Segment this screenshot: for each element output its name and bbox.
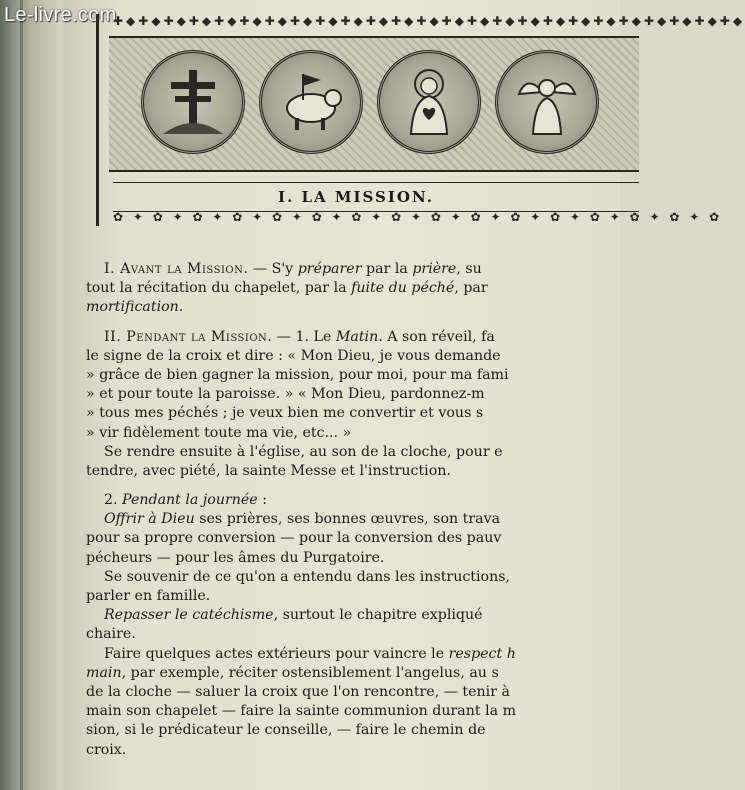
paragraph-pendant-line-8: tendre, avec piété, la sainte Messe et l'instruction. (86, 462, 451, 479)
section-heading-pendant: II. Pendant la Mission. (104, 328, 273, 345)
paragraph-journee-line-6 (86, 606, 646, 625)
ornament-border-bottom: ✿ ✦ ✿ ✦ ✿ ✦ ✿ ✦ ✿ ✦ ✿ ✦ ✿ ✦ ✿ ✦ ✿ ✦ ✿ ✦ ✿ ✦ ✿ ✦ ✿ ✦ ✿ ✦ ✿ ✦ ✿ (113, 210, 723, 224)
italic-span: main (86, 664, 122, 681)
body-text (86, 260, 646, 760)
paragraph-journee-line-3: pécheurs — pour les âmes du Purgatoire. (86, 549, 385, 566)
paragraph-pendant-line-5: » tous mes péchés ; je veux bien me convertir et vous s (86, 405, 484, 422)
text-span: — 1. Le (272, 328, 336, 345)
italic-span: respect h (448, 645, 516, 662)
paragraph-pendant-line-6: » vir fidèlement toute ma vie, etc... » (86, 424, 352, 441)
text-span: , par exemple, réciter ostensiblement l'angelus, au s (121, 664, 499, 681)
text-span: ses prières, ses bonnes œuvres, son trava (194, 511, 501, 528)
book-spine-shadow (0, 0, 62, 790)
paragraph-avant-line-2 (86, 279, 646, 298)
italic-span: préparer (297, 261, 362, 277)
ornamental-header (96, 14, 745, 226)
ornament-border-top: ✚◆✚◆✚◆✚◆✚◆✚◆✚◆✚◆✚◆✚◆✚◆✚◆✚◆✚◆✚◆✚◆✚◆✚◆✚◆✚◆✚◆✚◆✚◆✚◆✚◆ (113, 14, 745, 28)
sacred-heart-icon (377, 50, 481, 154)
paragraph-avant-line-1 (86, 260, 646, 279)
paragraph-journee-line-7: chaire. (86, 626, 136, 643)
italic-span: mortification. (86, 299, 184, 316)
paragraph-pendant-line-7: Se rendre ensuite à l'église, au son de la cloche, pour e (104, 443, 503, 460)
paragraph-avant-line-3 (86, 298, 646, 317)
angel-icon (495, 50, 599, 154)
italic-span: prière (412, 261, 457, 277)
text-span: — S'y (248, 261, 298, 277)
italic-span: Matin (335, 328, 379, 345)
chapter-title: I. LA MISSION. (278, 188, 434, 206)
cross-icon (141, 50, 245, 154)
section-heading-avant: I. Avant la Mission. (104, 261, 249, 277)
paragraph-journee-line-10: de la cloche — saluer la croix que l'on rencontre, — tenir à (86, 683, 510, 700)
paragraph-pendant-line-1 (86, 328, 646, 347)
text-span: , su (456, 261, 482, 277)
subheading-journee (86, 491, 646, 510)
paragraph-journee-line-12: sion, si le prédicateur le conseille, — faire le chemin de (86, 722, 486, 739)
text-span: , surtout le chapitre expliqué (273, 607, 483, 624)
paragraph-journee-line-2: pour sa propre conversion — pour la conversion des pauv (86, 530, 502, 547)
paragraph-journee-line-11: main son chapelet — faire la sainte communion durant la m (86, 703, 517, 720)
paragraph-pendant-line-4: » et pour toute la paroisse. » « Mon Dieu, pardonnez-m (86, 386, 485, 403)
text-span: , par (454, 280, 488, 297)
paragraph-journee-line-1 (86, 510, 646, 529)
text-span: par la (361, 261, 413, 277)
lamb-icon (259, 50, 363, 154)
italic-span: Offrir à Dieu (104, 511, 195, 528)
text-span: . A son réveil, fa (378, 328, 495, 345)
paragraph-pendant-line-3: » grâce de bien gagner la mission, pour moi, pour ma fami (86, 366, 509, 383)
paragraph-journee-line-5: parler en famille. (86, 588, 211, 604)
text-span: tout la récitation du chapelet, par la (86, 280, 352, 297)
italic-span: fuite du péché (351, 280, 455, 297)
italic-span: Repasser le catéchisme (104, 607, 274, 624)
medallion-band (109, 36, 639, 172)
chapter-title-bar (113, 182, 639, 212)
paragraph-journee-line-13: croix. (86, 741, 127, 758)
text-span: 2. (104, 492, 123, 509)
paragraph-journee-line-9 (86, 664, 646, 683)
text-span: Faire quelques actes extérieurs pour vaincre le (104, 645, 449, 662)
watermark-logo: Le-livre.com (4, 4, 117, 26)
italic-span: Pendant la journée (122, 492, 258, 509)
paragraph-journee-line-8 (86, 645, 646, 664)
paragraph-journee-line-4: Se souvenir de ce qu'on a entendu dans les instructions, (104, 568, 510, 585)
paragraph-pendant-line-2: le signe de la croix et dire : « Mon Dieu, je vous demande (86, 347, 501, 364)
text-span: : (257, 492, 267, 509)
